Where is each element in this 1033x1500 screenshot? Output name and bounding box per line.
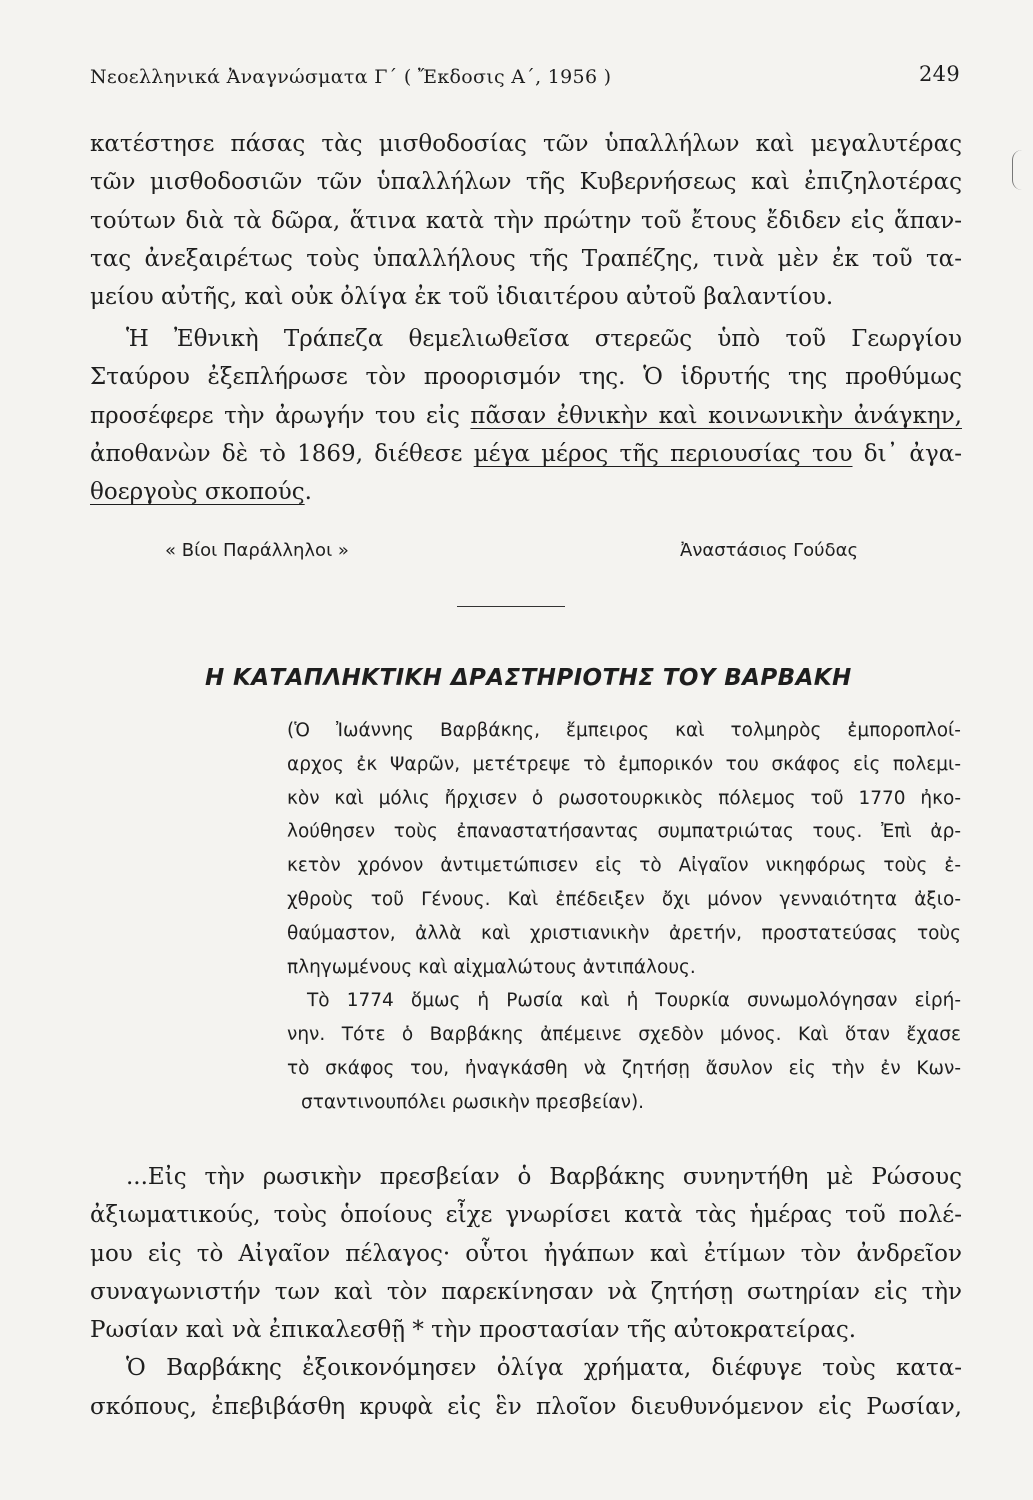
text-run: . xyxy=(304,479,312,506)
running-header xyxy=(90,58,960,98)
text-line: νην. Τότε ὁ Βαρβάκης ἀπέμεινε σχεδὸν μόνος. Καὶ ὅταν ἔχασε xyxy=(287,1024,961,1046)
text-line: κετὸν χρόνον ἀντιμετώπισεν εἰς τὸ Αἰγαῖον νικηφόρως τοὺς ἐ- xyxy=(287,855,961,877)
text-line: πληγωμένους καὶ αἰχμαλώτους ἀντιπάλους. xyxy=(287,956,696,978)
text-line: Ρωσίαν καὶ νὰ ἐπικαλεσθῇ * τὴν προστασίαν τῆς αὐτοκρατείρας. xyxy=(90,1317,857,1344)
text-line xyxy=(90,397,962,435)
underlined-phrase: πᾶσαν ἐθνικὴν καὶ κοινωνικὴν ἀνάγκην, xyxy=(470,402,962,429)
header-title: Νεοελληνικά Ἀναγνώσματα Γ΄ ( Ἔκδοσις Α΄, 1956 ) xyxy=(90,66,612,88)
text-line: Τὸ 1774 ὅμως ἡ Ρωσία καὶ ἡ Τουρκία συνωμολόγησαν εἰρή- xyxy=(307,990,961,1012)
text-line: τούτων διὰ τὰ δῶρα, ἅτινα κατὰ τὴν πρώτην τοῦ ἔτους ἔδιδεν εἰς ἅπαν- xyxy=(90,207,962,234)
text-line: Ὁ Βαρβάκης ἐξοικονόμησεν ὀλίγα χρήματα, διέφυγε τοὺς κατα- xyxy=(126,1355,962,1382)
underlined-phrase: θοεργοὺς σκοπούς xyxy=(90,479,305,506)
section-title: Η ΚΑΤΑΠΛΗΚΤΙΚΗ ΔΡΑΣΤΗΡΙΟΤΗΣ ΤΟΥ ΒΑΡΒΑΚΗ xyxy=(205,665,852,691)
text-line: μου εἰς τὸ Αἰγαῖον πέλαγος· οὗτοι ἠγάπων καὶ ἐτίμων τὸν ἀνδρεῖον xyxy=(90,1240,962,1267)
source-author: Ἀναστάσιος Γούδας xyxy=(680,540,859,561)
text-line xyxy=(90,435,962,473)
text-line: τῶν μισθοδοσιῶν τῶν ὑπαλλήλων τῆς Κυβερνήσεως καὶ ἐπιζηλοτέρας xyxy=(90,169,962,196)
text-line: τὸ σκάφος του, ἠναγκάσθη νὰ ζητήσῃ ἄσυλον εἰς τὴν ἐν Κων- xyxy=(287,1057,961,1079)
source-work: « Βίοι Παράλληλοι » xyxy=(165,540,349,561)
text-line: Ἡ Ἐθνικὴ Τράπεζα θεμελιωθεῖσα στερεῶς ὑπὸ τοῦ Γεωργίου xyxy=(126,326,962,352)
first-passage xyxy=(90,125,962,316)
page-number: 249 xyxy=(919,62,960,86)
text-run: ἀποθανὼν δὲ τὸ 1869, διέθεσε xyxy=(90,440,474,467)
text-line: Σταύρου ἐξεπλήρωσε τὸν προορισμόν της. Ὁ ἱδρυτής της προθύμως xyxy=(90,364,962,391)
text-line: μείου αὐτῆς, καὶ οὐκ ὀλίγα ἐκ τοῦ ἰδιαιτέρου αὐτοῦ βαλαντίου. xyxy=(90,284,834,311)
text-line: θαύμαστον, ἀλλὰ καὶ χριστιανικὴν ἀρετήν, προστατεύσας τοὺς xyxy=(287,922,961,944)
text-line: ἀξιωματικούς, τοὺς ὁποίους εἶχε γνωρίσει κατὰ τὰς ἡμέρας τοῦ πολέ- xyxy=(90,1202,962,1229)
text-line: (Ὁ Ἰωάννης Βαρβάκης, ἔμπειρος καὶ τολμηρὸς ἐμποροπλοί- xyxy=(287,720,961,741)
text-line: κὸν καὶ μόλις ἤρχισεν ὁ ρωσοτουρκικὸς πόλεμος τοῦ 1770 ἠκο- xyxy=(287,787,961,809)
intro-passage xyxy=(287,714,961,1120)
text-line: χθροὺς τοῦ Γένους. Καὶ ἐπέδειξεν ὄχι μόνον γενναιότητα ἀξιο- xyxy=(287,888,961,910)
margin-pencil-mark xyxy=(1012,150,1023,190)
text-line: κατέστησε πάσας τὰς μισθοδοσίας τῶν ὑπαλλήλων καὶ μεγαλυτέρας xyxy=(90,131,962,157)
text-line: ...Εἰς τὴν ρωσικὴν πρεσβείαν ὁ Βαρβάκης συνηντήθη μὲ Ρώσους xyxy=(126,1164,962,1190)
underlined-phrase: μέγα μέρος τῆς περιουσίας του xyxy=(473,440,853,467)
text-line: σκόπους, ἐπεβιβάσθη κρυφὰ εἰς ἓν πλοῖον διευθυνόμενον εἰς Ρωσίαν, xyxy=(90,1393,962,1420)
text-line: συναγωνιστήν των καὶ τὸν παρεκίνησαν νὰ ζητήσῃ σωτηρίαν εἰς τὴν xyxy=(90,1278,962,1305)
text-line: αρχος ἐκ Ψαρῶν, μετέτρεψε τὸ ἐμπορικόν του σκάφος εἰς πολεμι- xyxy=(287,753,961,775)
text-line: λούθησεν τοὺς ἐπαναστατήσαντας συμπατριώτας τους. Ἐπὶ ἀρ- xyxy=(287,821,961,843)
text-line xyxy=(90,473,962,511)
second-paragraph xyxy=(90,320,962,511)
text-line: σταντινουπόλει ρωσικὴν πρεσβείαν). xyxy=(301,1091,645,1113)
text-run: δι᾿ ἀγα- xyxy=(852,440,962,467)
text-line: τας ἀνεξαιρέτως τοὺς ὑπαλλήλους τῆς Τραπέζης, τινὰ μὲν ἐκ τοῦ τα- xyxy=(90,245,962,272)
closing-passage xyxy=(90,1158,962,1426)
section-divider xyxy=(457,606,565,607)
text-run: προσέφερε τὴν ἀρωγήν του εἰς xyxy=(90,402,471,429)
